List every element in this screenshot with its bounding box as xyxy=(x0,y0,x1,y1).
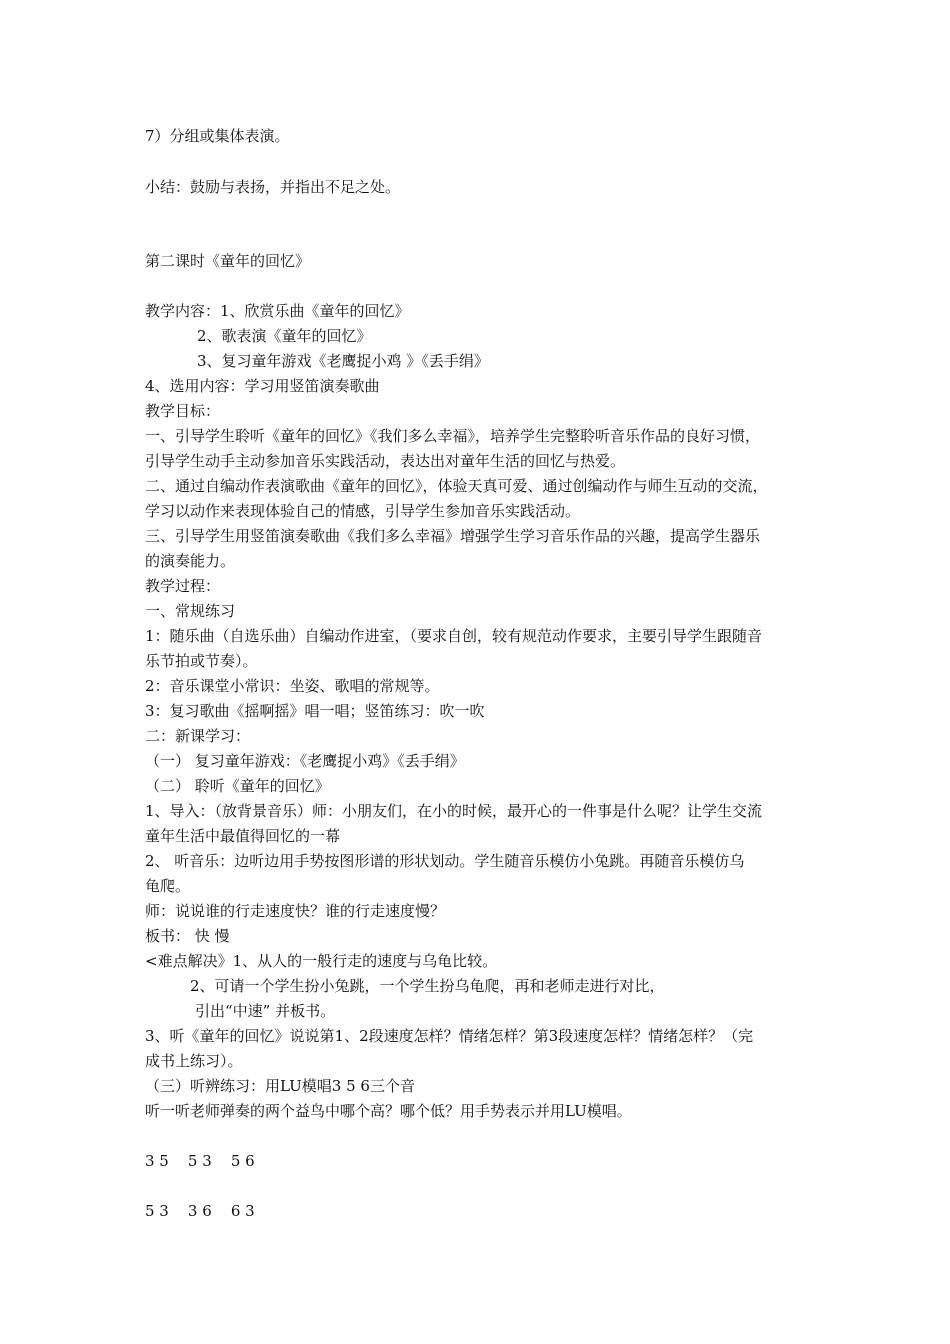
text-line: 1：随乐曲（自选乐曲）自编动作进室，（要求自创，较有规范动作要求，主要引导学生跟随音 xyxy=(145,627,763,645)
text-line: 教学过程： xyxy=(145,577,221,595)
notation-line: 3 5 5 3 5 6 xyxy=(145,1152,255,1170)
text-line: 小结：鼓励与表扬，并指出不足之处。 xyxy=(145,178,401,196)
text-line: 一、常规练习 xyxy=(145,602,236,620)
text-line: 2：音乐课堂小常识：坐姿、歌唱的常规等。 xyxy=(145,677,440,695)
text-line: 板书： 快 慢 xyxy=(145,927,230,945)
notation-line: 5 3 3 6 6 3 xyxy=(145,1202,255,1220)
text-line: 7）分组或集体表演。 xyxy=(145,127,290,145)
text-line: 三、引导学生用竖笛演奏歌曲《我们多么幸福》增强学生学习音乐作品的兴趣，提高学生器乐 xyxy=(145,527,761,545)
text-line: 龟爬。 xyxy=(145,877,191,895)
text-line: （一） 复习童年游戏：《老鹰捉小鸡》《丢手绢》 xyxy=(145,752,465,770)
text-line: 师：说说谁的行走速度快？谁的行走速度慢？ xyxy=(145,902,446,920)
text-line: 一、引导学生聆听《童年的回忆》《我们多么幸福》，培养学生完整聆听音乐作品的良好习惯， xyxy=(145,427,761,445)
text-line: 2、可请一个学生扮小兔跳，一个学生扮乌龟爬，再和老师走进行对比， xyxy=(190,977,665,995)
text-line: 二：新课学习： xyxy=(145,727,251,745)
text-line: 学习以动作来表现体验自己的情感，引导学生参加音乐实践活动。 xyxy=(145,502,581,520)
text-line: （二） 聆听《童年的回忆》 xyxy=(145,777,330,795)
text-line: 引导学生动手主动参加音乐实践活动，表达出对童年生活的回忆与热爱。 xyxy=(145,452,626,470)
text-line: 教学内容：1、欣赏乐曲《童年的回忆》 xyxy=(145,302,410,320)
text-line: 引出“中速” 并板书。 xyxy=(195,1002,336,1020)
text-line: 1、导入：（放背景音乐）师：小朋友们，在小的时候，最开心的一件事是什么呢？让学生交流 xyxy=(145,802,763,820)
text-line: 2、 听音乐：边听边用手势按图形谱的形状划动。学生随音乐模仿小兔跳。再随音乐模仿乌 xyxy=(145,852,745,870)
text-line: 教学目标： xyxy=(145,402,221,420)
text-line: <难点解决》1、从人的一般行走的速度与乌龟比较。 xyxy=(145,952,498,970)
text-line: 乐节拍或节奏）。 xyxy=(145,652,258,670)
section-title: 第二课时《童年的回忆》 xyxy=(145,252,311,270)
text-line: 3、听《童年的回忆》说说第1、2段速度怎样？情绪怎样？第3段速度怎样？情绪怎样？（完 xyxy=(145,1027,754,1045)
text-line: 成书上练习）。 xyxy=(145,1052,243,1070)
text-line: 2、歌表演《童年的回忆》 xyxy=(197,327,372,345)
text-line: （三）听辨练习：用LU模唱3 5 6三个音 xyxy=(145,1077,415,1095)
text-line: 听一听老师弹奏的两个益鸟中哪个高？哪个低？用手势表示并用LU模唱。 xyxy=(145,1102,632,1120)
text-line: 3、复习童年游戏《老鹰捉小鸡 》《丢手绢》 xyxy=(197,352,489,370)
text-line: 二、通过自编动作表演歌曲《童年的回忆》，体验天真可爱、通过创编动作与师生互动的交流， xyxy=(145,477,768,495)
text-line: 4、选用内容：学习用竖笛演奏歌曲 xyxy=(145,377,380,395)
text-line: 的演奏能力。 xyxy=(145,552,236,570)
text-line: 3：复习歌曲《摇啊摇》唱一唱；竖笛练习：吹一吹 xyxy=(145,702,485,720)
text-line: 童年生活中最值得回忆的一幕 xyxy=(145,827,341,845)
